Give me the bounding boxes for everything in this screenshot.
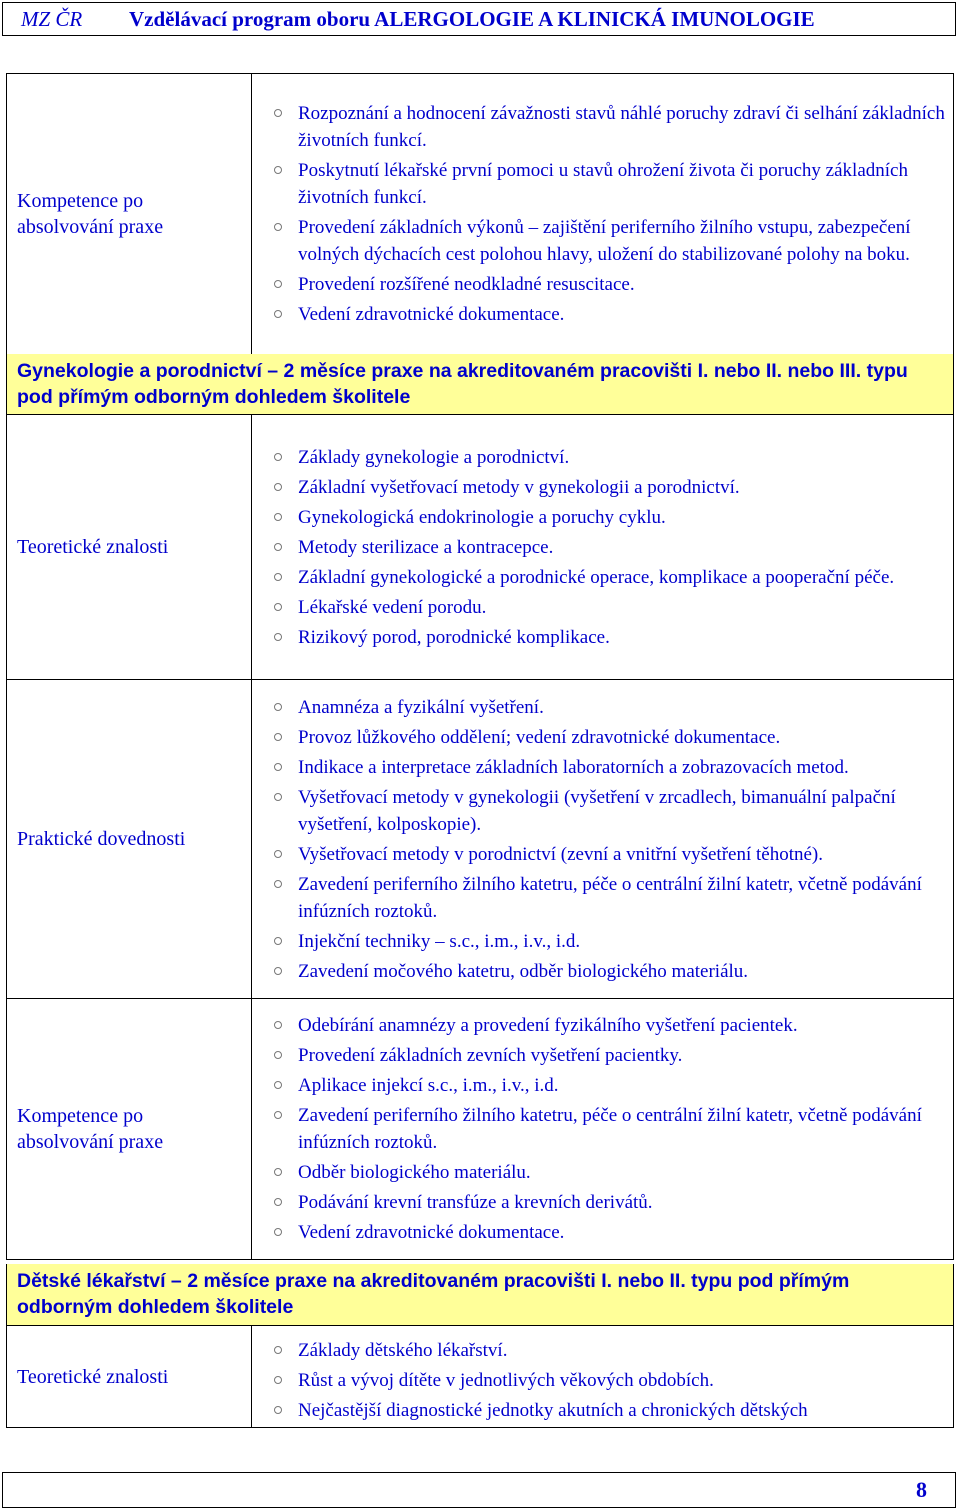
list-item: Provoz lůžkového oddělení; vedení zdravotnické dokumentace. — [272, 724, 945, 751]
bullet-icon — [274, 633, 282, 641]
bullet-icon — [274, 280, 282, 288]
bullet-icon — [274, 1021, 282, 1029]
list-item: Vyšetřovací metody v gynekologii (vyšetření v zrcadlech, bimanuální palpační vyšetření, kolposkopie). — [272, 784, 945, 838]
list-item: Vedení zdravotnické dokumentace. — [272, 301, 945, 328]
bullet-icon — [274, 1376, 282, 1384]
list-item: Zavedení močového katetru, odběr biologického materiálu. — [272, 958, 945, 985]
top-competence-table — [6, 73, 954, 355]
list-item: Indikace a interpretace základních laboratorních a zobrazovacích metod. — [272, 754, 945, 781]
bullet-icon — [274, 1346, 282, 1354]
bullet-icon — [274, 937, 282, 945]
row-items — [252, 680, 954, 999]
row-label: Praktické dovednosti — [7, 680, 252, 999]
row-label: Kompetence po absolvování praxe — [7, 999, 252, 1260]
row-items — [252, 999, 954, 1260]
bullet-icon — [274, 1406, 282, 1414]
section-heading-pediatrics: Dětské lékařství – 2 měsíce praxe na akreditovaném pracovišti I. nebo II. typu pod přímým odborným dohledem školitele — [6, 1264, 954, 1325]
section-heading-gynecology: Gynekologie a porodnictví – 2 měsíce praxe na akreditovaném pracovišti I. nebo II. nebo III. typu pod přímým odborným dohledem školitele — [6, 354, 954, 415]
table-row — [7, 1326, 954, 1428]
table-row — [7, 74, 954, 355]
row-label: Kompetence po absolvování praxe — [7, 74, 252, 355]
list-item: Vedení zdravotnické dokumentace. — [272, 1219, 945, 1246]
bullet-icon — [274, 166, 282, 174]
list-item: Provedení základních zevních vyšetření pacientky. — [272, 1042, 945, 1069]
bullet-icon — [274, 603, 282, 611]
list-item: Vyšetřovací metody v porodnictví (zevní a vnitřní vyšetření těhotné). — [272, 841, 945, 868]
table-row — [7, 999, 954, 1260]
header-title: Vzdělávací program oboru ALERGOLOGIE A KLINICKÁ IMUNOLOGIE — [129, 6, 815, 31]
gynecology-table — [6, 414, 954, 1260]
list-item: Provedení rozšířené neodkladné resuscitace. — [272, 271, 945, 298]
bullet-icon — [274, 483, 282, 491]
list-item: Odebírání anamnézy a provedení fyzikálního vyšetření pacientek. — [272, 1012, 945, 1039]
bullet-icon — [274, 310, 282, 318]
table-row — [7, 415, 954, 680]
bullet-icon — [274, 733, 282, 741]
page-number: 8 — [916, 1477, 927, 1502]
list-item: Podávání krevní transfúze a krevních derivátů. — [272, 1189, 945, 1216]
page-footer — [2, 1472, 956, 1508]
bullet-icon — [274, 1168, 282, 1176]
bullet-icon — [274, 543, 282, 551]
bullet-icon — [274, 850, 282, 858]
bullet-icon — [274, 763, 282, 771]
row-items — [252, 74, 954, 355]
bullet-icon — [274, 109, 282, 117]
bullet-icon — [274, 573, 282, 581]
list-item: Nejčastější diagnostické jednotky akutních a chronických dětských — [272, 1397, 945, 1424]
list-item: Rozpoznání a hodnocení závažnosti stavů náhlé poruchy zdraví či selhání základních životních funkcí. — [272, 100, 945, 154]
bullet-icon — [274, 880, 282, 888]
page-header — [2, 2, 956, 36]
row-label: Teoretické znalosti — [7, 415, 252, 680]
list-item: Gynekologická endokrinologie a poruchy cyklu. — [272, 504, 945, 531]
bullet-icon — [274, 513, 282, 521]
list-item: Zavedení periferního žilního katetru, péče o centrální žilní katetr, včetně podávání infúzních roztoků. — [272, 871, 945, 925]
row-label: Teoretické znalosti — [7, 1326, 252, 1428]
list-item: Lékařské vedení porodu. — [272, 594, 945, 621]
list-item: Metody sterilizace a kontracepce. — [272, 534, 945, 561]
list-item: Základní vyšetřovací metody v gynekologii a porodnictví. — [272, 474, 945, 501]
bullet-icon — [274, 453, 282, 461]
list-item: Provedení základních výkonů – zajištění periferního žilního vstupu, zabezpečení volných dýchacích cest polohou hlavy, uložení do stabilizované polohy na boku. — [272, 214, 945, 268]
list-item: Aplikace injekcí s.c., i.m., i.v., i.d. — [272, 1072, 945, 1099]
list-item: Zavedení periferního žilního katetru, péče o centrální žilní katetr, včetně podávání infúzních roztoků. — [272, 1102, 945, 1156]
list-item: Odběr biologického materiálu. — [272, 1159, 945, 1186]
pediatrics-table — [6, 1325, 954, 1428]
list-item: Růst a vývoj dítěte v jednotlivých věkových obdobích. — [272, 1367, 945, 1394]
bullet-icon — [274, 703, 282, 711]
table-row — [7, 680, 954, 999]
row-items — [252, 1326, 954, 1428]
list-item: Základní gynekologické a porodnické operace, komplikace a pooperační péče. — [272, 564, 945, 591]
list-item: Anamnéza a fyzikální vyšetření. — [272, 694, 945, 721]
bullet-icon — [274, 793, 282, 801]
bullet-icon — [274, 1051, 282, 1059]
bullet-icon — [274, 1111, 282, 1119]
header-ministry: MZ ČR — [21, 6, 83, 31]
list-item: Základy gynekologie a porodnictví. — [272, 444, 945, 471]
list-item: Injekční techniky – s.c., i.m., i.v., i.d. — [272, 928, 945, 955]
row-items — [252, 415, 954, 680]
list-item: Základy dětského lékařství. — [272, 1337, 945, 1364]
bullet-icon — [274, 967, 282, 975]
bullet-icon — [274, 1198, 282, 1206]
bullet-icon — [274, 223, 282, 231]
bullet-icon — [274, 1228, 282, 1236]
bullet-icon — [274, 1081, 282, 1089]
list-item: Poskytnutí lékařské první pomoci u stavů ohrožení života či poruchy základních životních funkcí. — [272, 157, 945, 211]
list-item: Rizikový porod, porodnické komplikace. — [272, 624, 945, 651]
